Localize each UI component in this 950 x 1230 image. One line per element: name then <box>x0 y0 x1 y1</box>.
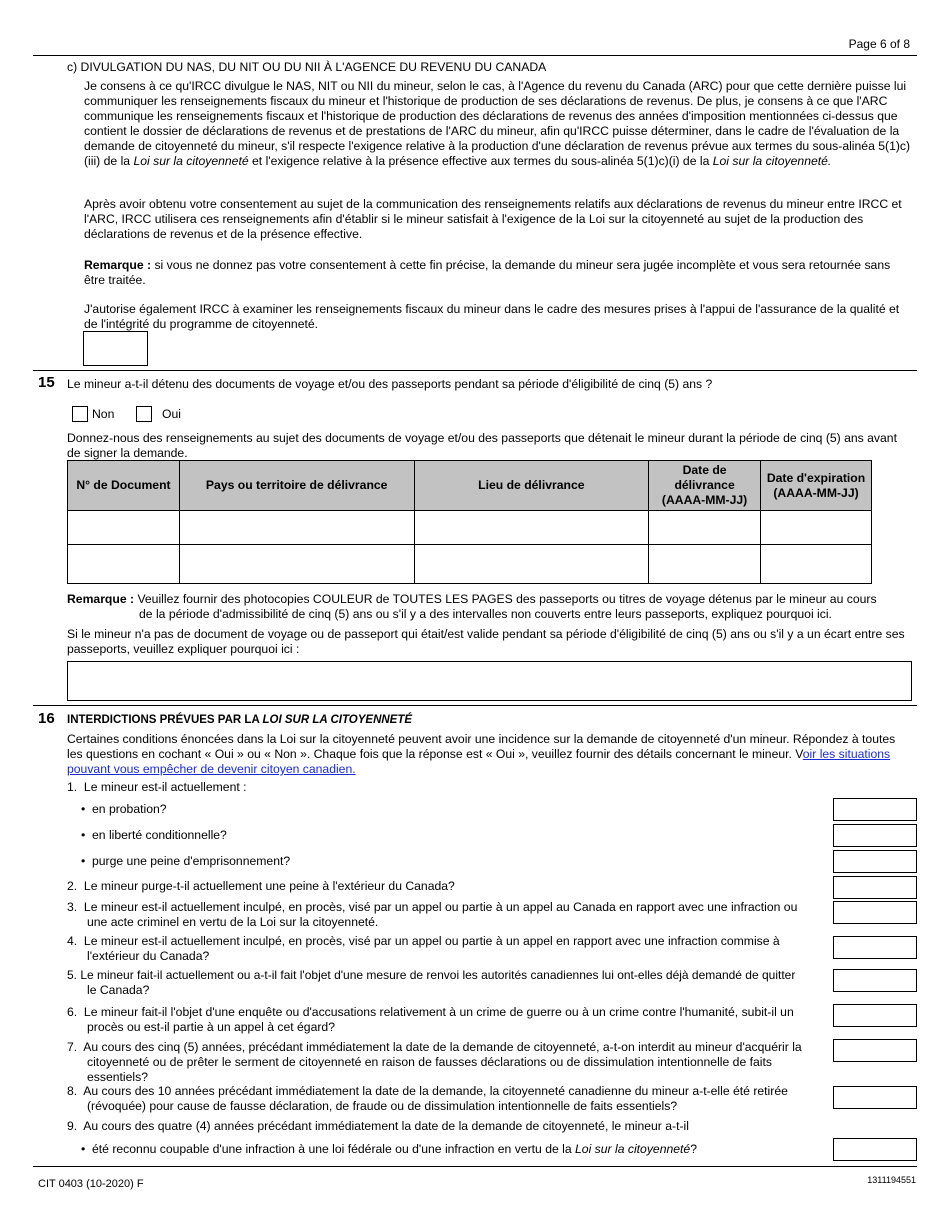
q16-intro <box>67 732 912 777</box>
q16-item-9a-text: été reconnu coupable d'une infraction à une loi fédérale ou d'une infraction en vertu de la <box>92 1142 576 1156</box>
section-c-title: c) DIVULGATION DU NAS, DU NIT OU DU NII À L'AGENCE DU REVENU DU CANADA <box>67 60 547 74</box>
answer-box-9a[interactable] <box>833 1138 917 1161</box>
section-c-consent-paragraph <box>84 79 912 169</box>
consent-text-a: Je consens à ce qu'IRCC divulgue le NAS, NIT ou NII du mineur, selon le cas, à l'Agence du revenu du Canada (ARC) pour que cette dernière puisse lui communiquer les renseignements fiscaux du mineur et l'historique de production de ses déclarations de revenus. De plus, je consens à ce que l'ARC communique les renseignements fiscaux et l'historique de production des déclarations de revenus des années d'imposition mentionnées ci-dessus que contient le dossier de déclarations de revenus et de prestations de l'ARC du mineur, afin qu'IRCC puisse déterminer, dans le cadre de l'évaluation de la demande de citoyenneté du mineur, s'il respecte l'exigence relative à la production d'une déclaration de revenus prévue aux termes du sous-alinéa 5(1)c)(iii) de la <box>84 79 911 168</box>
issuing-country-cell[interactable] <box>179 511 414 545</box>
q16-item-7-line2: citoyenneté ou de prêter le serment de citoyenneté en raison de fausses déclarations ou de dissimulation intentionnelle de faits <box>87 1055 772 1069</box>
q16-item-7-line3: essentiels? <box>87 1070 148 1084</box>
q16-intro-text: Certaines conditions énoncées dans la Loi sur la citoyenneté peuvent avoir une incidence sur la demande de citoyenneté d'un mineur. Répondez à toutes les questions en cochant « Oui » ou « Non ». Chaque fois que la réponse est « Oui », veuillez fournir des détails concernant le mineur. V <box>67 732 896 761</box>
q16-number: 16 <box>38 710 55 727</box>
bottom-divider <box>33 1166 917 1167</box>
answer-box-4[interactable] <box>833 936 917 959</box>
expiry-date-cell[interactable] <box>761 545 872 584</box>
col-header-document-number: N° de Document <box>68 461 180 511</box>
consent-text-b: et l'exigence relative à la présence effective aux termes du sous-alinéa 5(1)c)(i) de la <box>248 154 713 168</box>
q16-item-2: 2. Le mineur purge-t-il actuellement une peine à l'extérieur du Canada? <box>67 879 455 893</box>
q16-item-6-line2: procès ou est-il partie à un appel à cet égard? <box>87 1020 335 1034</box>
col-header-issue-date: Date de délivrance (AAAA-MM-JJ) <box>649 461 761 511</box>
form-code: CIT 0403 (10-2020) F <box>38 1178 144 1190</box>
q16-title-law: LOI SUR LA CITOYENNETÉ <box>262 714 413 726</box>
q16-item-9a-law: Loi sur la citoyenneté <box>575 1142 691 1156</box>
q16-item-4-line1: 4. Le mineur est-il actuellement inculpé, en procès, visé par un appel ou partie à un appel en rapport avec une infraction commise à <box>67 934 780 948</box>
q15-remark-line2: de la période d'admissibilité de cinq (5) ans ou s'il y a des intervalles non couverts entre leurs passeports, expliquez pourquoi ici. <box>139 607 832 621</box>
answer-box-1a[interactable] <box>833 798 917 821</box>
q15-divider <box>33 370 917 371</box>
issuing-country-cell[interactable] <box>179 545 414 584</box>
q15-no-checkbox[interactable] <box>72 406 88 422</box>
q15-explanation-field[interactable] <box>67 661 912 701</box>
col-header-issuing-country: Pays ou territoire de délivrance <box>179 461 414 511</box>
answer-box-3[interactable] <box>833 901 917 924</box>
document-number-cell[interactable] <box>68 511 180 545</box>
col-header-issue-place: Lieu de délivrance <box>414 461 649 511</box>
q16-item-1b: • en liberté conditionnelle? <box>92 828 227 843</box>
table-row <box>68 545 872 584</box>
table-row <box>68 511 872 545</box>
col-header-expiry-date: Date d'expiration (AAAA-MM-JJ) <box>761 461 872 511</box>
q15-yes-checkbox[interactable] <box>136 406 152 422</box>
answer-box-1b[interactable] <box>833 824 917 847</box>
q16-title-a: INTERDICTIONS PRÉVUES PAR LA <box>67 714 263 726</box>
expiry-date-cell[interactable] <box>761 511 872 545</box>
q15-number: 15 <box>38 374 55 391</box>
q16-item-9a <box>92 1142 697 1157</box>
prohibitions-link[interactable]: oir les situations pouvant vous empêcher de devenir citoyen canadien. <box>67 747 891 776</box>
section-c-usage-paragraph: Après avoir obtenu votre consentement au sujet de la communication des renseignements relatifs aux déclarations de revenus du mineur entre IRCC et l'ARC, IRCC utilisera ces renseignements afin d'établir si le mineur satisfait à l'exigence de la Loi sur la citoyenneté au sujet de la production des déclarations de revenus et de la présence effective. <box>84 197 902 241</box>
q16-item-5-line1: 5. Le mineur fait-il actuellement ou a-t-il fait l'objet d'une mesure de renvoi les autorités canadiennes lui ont-elles déjà demandé de quitter <box>67 968 796 982</box>
q16-item-8-line1: 8. Au cours des 10 années précédant immédiatement la date de la demande, la citoyenneté canadienne du mineur a-t-elle été retirée <box>67 1084 788 1098</box>
consent-initials-field[interactable] <box>83 331 148 366</box>
q16-item-1: 1. Le mineur est-il actuellement : <box>67 780 247 794</box>
answer-box-6[interactable] <box>833 1004 917 1027</box>
issue-place-cell[interactable] <box>414 545 649 584</box>
q16-item-9a-end: ? <box>690 1142 697 1156</box>
q16-item-3-line1: 3. Le mineur est-il actuellement inculpé, en procès, visé par un appel ou partie à un appel au Canada en rapport avec une infraction ou <box>67 900 798 914</box>
answer-box-2[interactable] <box>833 876 917 899</box>
document-number-cell[interactable] <box>68 545 180 584</box>
q15-question: Le mineur a-t-il détenu des documents de voyage et/ou des passeports pendant sa période d'éligibilité de cinq (5) ans ? <box>67 377 713 391</box>
issue-date-cell[interactable] <box>649 511 761 545</box>
issue-place-cell[interactable] <box>414 511 649 545</box>
q16-title <box>67 713 412 728</box>
q16-item-7 <box>67 1040 827 1085</box>
q16-item-4 <box>67 934 827 964</box>
q16-divider <box>33 705 917 706</box>
law-name-2: Loi sur la citoyenneté. <box>712 154 832 168</box>
q16-item-4-line2: l'extérieur du Canada? <box>87 949 210 963</box>
q16-item-7-line1: 7. Au cours des cinq (5) années, précédant immédiatement la date de la demande de citoyenneté, a-t-on interdit au mineur d'acquérir la <box>67 1040 802 1054</box>
q15-no-label: Non <box>92 407 115 421</box>
q15-explain-prompt: Si le mineur n'a pas de document de voyage ou de passeport qui était/est valide pendant sa période d'éligibilité de cinq (5) ans ou s'il y a un écart entre ses passeports, veuillez expliquer pourquoi ici : <box>67 627 905 656</box>
q16-item-5 <box>67 968 827 998</box>
q16-item-1c: • purge une peine d'emprisonnement? <box>92 854 290 869</box>
q15-instructions: Donnez-nous des renseignements au sujet des documents de voyage et/ou des passeports que détenait le mineur durant la période de cinq (5) ans avant de signer la demande. <box>67 431 897 460</box>
q16-item-9: 9. Au cours des quatre (4) années précédant immédiatement la date de la demande de citoyenneté, le mineur a-t-il <box>67 1119 689 1133</box>
q15-yes-label: Oui <box>162 407 181 421</box>
remark-text: si vous ne donnez pas votre consentement à cette fin précise, la demande du mineur sera jugée incomplète et vous sera retournée sans être traitée. <box>84 258 891 287</box>
answer-box-7[interactable] <box>833 1039 917 1062</box>
q16-item-1a: • en probation? <box>92 802 167 817</box>
section-c-remark <box>84 258 912 288</box>
q15-remark-line1 <box>67 592 912 607</box>
section-c-authorization: J'autorise également IRCC à examiner les renseignements fiscaux du mineur dans le cadre des mesures prises à l'appui de l'assurance de la qualité et de l'intégrité du programme de citoyenneté. <box>84 302 900 331</box>
q15-remark-text1: Veuillez fournir des photocopies COULEUR de TOUTES LES PAGES des passeports ou titres de voyage détenus par le mineur au cours <box>134 592 877 606</box>
answer-box-8[interactable] <box>833 1086 917 1109</box>
q16-item-3 <box>67 900 827 930</box>
q15-remark-label: Remarque : <box>67 592 135 606</box>
answer-box-5[interactable] <box>833 969 917 992</box>
q16-item-6 <box>67 1005 827 1035</box>
top-divider <box>33 55 917 56</box>
q16-item-6-line1: 6. Le mineur fait-il l'objet d'une enquête ou d'accusations relativement à un crime de guerre ou à un crime contre l'humanité, subit-il un <box>67 1005 794 1019</box>
answer-box-1c[interactable] <box>833 850 917 873</box>
q16-item-8-line2: (révoquée) pour cause de fausse déclaration, de fraude ou de dissimulation intentionnelle de faits essentiels? <box>87 1099 678 1113</box>
remark-label: Remarque : <box>84 258 152 272</box>
q16-item-3-line2: une acte criminel en vertu de la Loi sur la citoyenneté. <box>87 915 379 929</box>
q16-item-8 <box>67 1084 827 1114</box>
issue-date-cell[interactable] <box>649 545 761 584</box>
q16-item-5-line2: le Canada? <box>87 983 150 997</box>
law-name-1: Loi sur la citoyenneté <box>133 154 249 168</box>
barcode-number: 1311194551 <box>867 1175 916 1185</box>
page-number: Page 6 of 8 <box>848 37 910 51</box>
travel-documents-table <box>67 460 872 584</box>
